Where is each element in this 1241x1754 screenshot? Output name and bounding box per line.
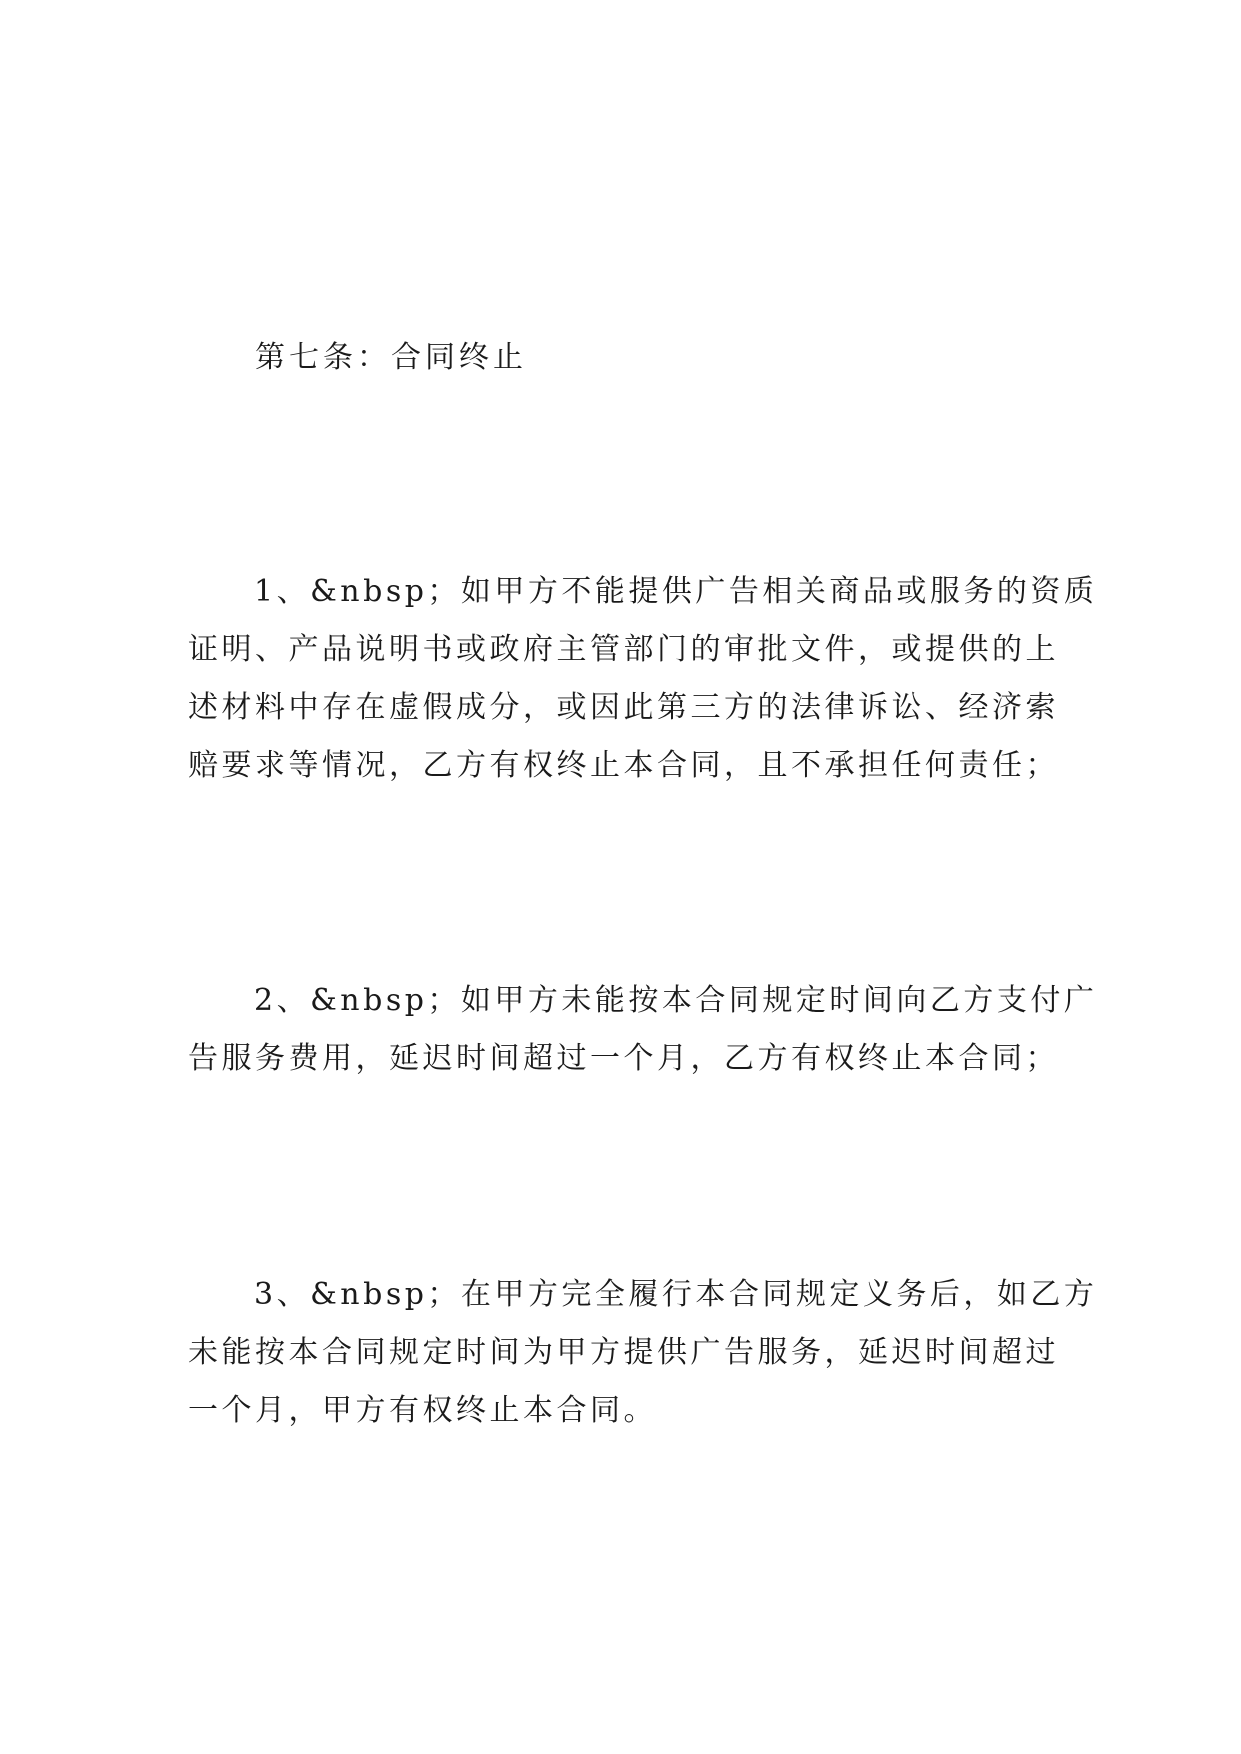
paragraph-line: 赔要求等情况，乙方有权终止本合同，且不承担任何责任；: [188, 748, 1059, 783]
paragraph-line: 一个月，甲方有权终止本合同。: [188, 1393, 657, 1428]
paragraph-line: 证明、产品说明书或政府主管部门的审批文件，或提供的上: [188, 632, 1059, 667]
paragraph-line: 1、&nbsp；如甲方不能提供广告相关商品或服务的资质: [254, 574, 1098, 609]
paragraph-line: 告服务费用，延迟时间超过一个月，乙方有权终止本合同；: [188, 1041, 1059, 1076]
clause-paragraph-2: [188, 972, 1098, 1088]
paragraph-line: 2、&nbsp；如甲方未能按本合同规定时间向乙方支付广: [254, 983, 1098, 1018]
section-heading: 第七条：合同终止: [255, 340, 527, 375]
paragraph-line: 未能按本合同规定时间为甲方提供广告服务，延迟时间超过: [188, 1335, 1059, 1370]
clause-paragraph-1: [188, 563, 1098, 795]
clause-paragraph-3: [188, 1266, 1098, 1440]
paragraph-line: 述材料中存在虚假成分，或因此第三方的法律诉讼、经济索: [188, 690, 1059, 725]
paragraph-line: 3、&nbsp；在甲方完全履行本合同规定义务后，如乙方: [254, 1277, 1098, 1312]
